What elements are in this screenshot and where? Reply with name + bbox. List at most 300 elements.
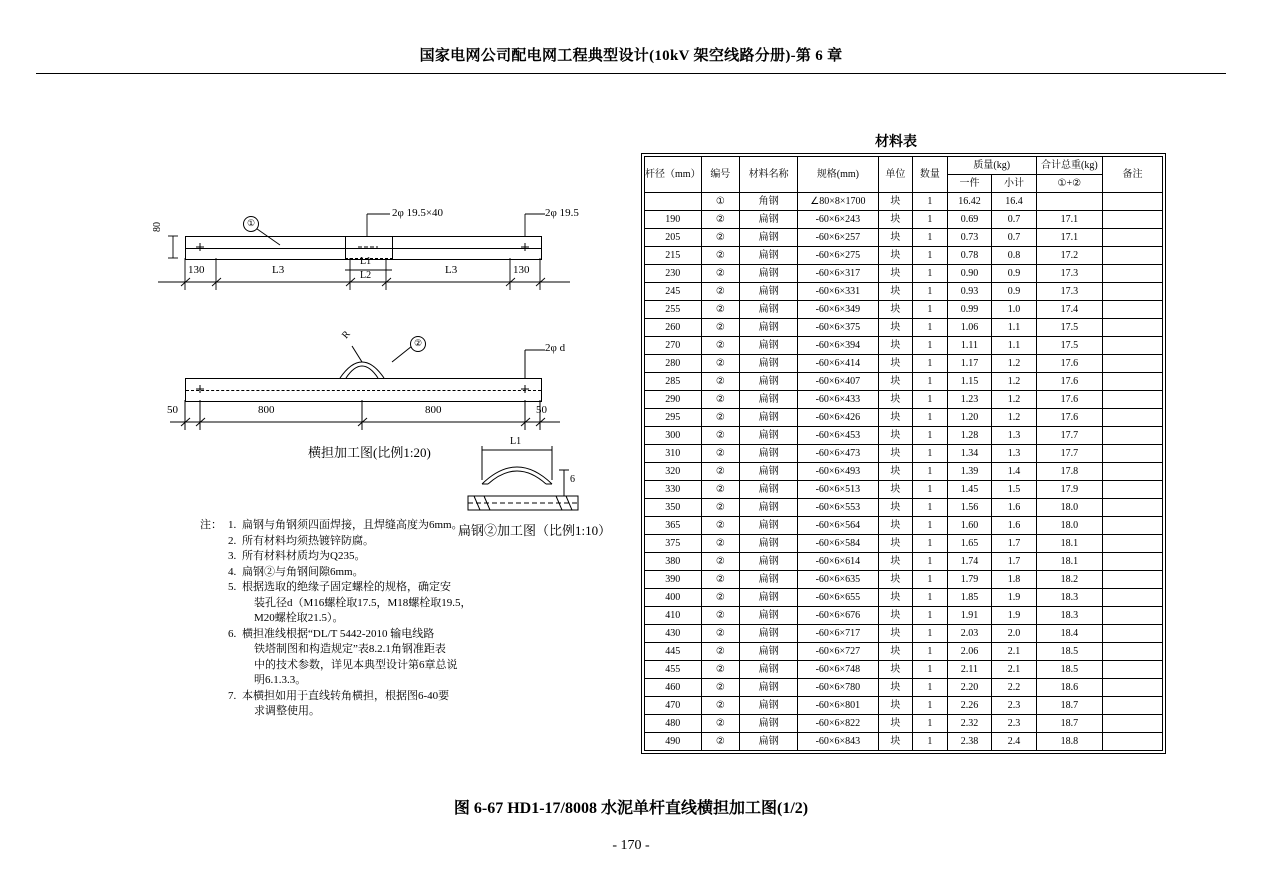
cell-total: 18.7 bbox=[1036, 697, 1102, 715]
cell-mass-each: 1.06 bbox=[947, 319, 992, 337]
table-row bbox=[645, 373, 1163, 391]
cell-unit: 块 bbox=[878, 427, 913, 445]
cell-material-name: 扁钢 bbox=[740, 337, 798, 355]
table-row bbox=[645, 283, 1163, 301]
note-item bbox=[228, 534, 490, 550]
cell-remark bbox=[1102, 625, 1162, 643]
cell-mass-sub: 1.2 bbox=[992, 409, 1036, 427]
cell-number: ② bbox=[701, 643, 739, 661]
cell-total: 18.2 bbox=[1036, 571, 1102, 589]
cell-mass-each: 2.26 bbox=[947, 697, 992, 715]
cell-number: ② bbox=[701, 517, 739, 535]
cell-qty: 1 bbox=[913, 391, 948, 409]
th-mass-sub: 小计 bbox=[992, 175, 1036, 193]
cell-spec: -60×6×257 bbox=[798, 229, 879, 247]
note-index: 2. bbox=[228, 534, 237, 547]
cell-mass-each: 1.56 bbox=[947, 499, 992, 517]
cell-mass-each: 16.42 bbox=[947, 193, 992, 211]
note-text: 横担准线根据“DL/T 5442-2010 输电线路 bbox=[242, 627, 435, 640]
cell-qty: 1 bbox=[913, 445, 948, 463]
view2-dim-50-right: 50 bbox=[536, 404, 547, 416]
cell-number: ② bbox=[701, 355, 739, 373]
material-table-head bbox=[645, 157, 1163, 193]
cell-spec: -60×6×553 bbox=[798, 499, 879, 517]
cell-mass-sub: 2.1 bbox=[992, 661, 1036, 679]
view1-dim-top-left: 2φ 19.5×40 bbox=[392, 207, 444, 219]
cell-total: 17.6 bbox=[1036, 373, 1102, 391]
cell-mass-each: 0.73 bbox=[947, 229, 992, 247]
cell-mass-sub: 1.1 bbox=[992, 319, 1036, 337]
view1-caption: 横担加工图(比例1:20) bbox=[308, 445, 431, 460]
cell-pole-dia: 260 bbox=[645, 319, 702, 337]
view2-dim-phi-d: 2φ d bbox=[545, 342, 566, 354]
cell-qty: 1 bbox=[913, 265, 948, 283]
cell-remark bbox=[1102, 679, 1162, 697]
cell-qty: 1 bbox=[913, 229, 948, 247]
cell-remark bbox=[1102, 445, 1162, 463]
cell-remark bbox=[1102, 733, 1162, 751]
table-row bbox=[645, 247, 1163, 265]
cell-unit: 块 bbox=[878, 229, 913, 247]
cell-total: 17.6 bbox=[1036, 391, 1102, 409]
cell-pole-dia: 380 bbox=[645, 553, 702, 571]
cell-mass-each: 2.38 bbox=[947, 733, 992, 751]
cell-pole-dia: 455 bbox=[645, 661, 702, 679]
cell-remark bbox=[1102, 355, 1162, 373]
cell-material-name: 扁钢 bbox=[740, 589, 798, 607]
cell-pole-dia: 445 bbox=[645, 643, 702, 661]
view2-caption: 扁钢②加工图（比例1:10） bbox=[458, 523, 612, 538]
cell-spec: -60×6×275 bbox=[798, 247, 879, 265]
cell-unit: 块 bbox=[878, 481, 913, 499]
cell-remark bbox=[1102, 337, 1162, 355]
cell-material-name: 扁钢 bbox=[740, 211, 798, 229]
cell-mass-each: 1.17 bbox=[947, 355, 992, 373]
cell-material-name: 扁钢 bbox=[740, 715, 798, 733]
cell-total: 18.5 bbox=[1036, 661, 1102, 679]
cell-spec: -60×6×780 bbox=[798, 679, 879, 697]
cell-total: 17.7 bbox=[1036, 427, 1102, 445]
table-row bbox=[645, 463, 1163, 481]
cell-remark bbox=[1102, 391, 1162, 409]
cell-mass-each: 1.23 bbox=[947, 391, 992, 409]
cell-unit: 块 bbox=[878, 535, 913, 553]
cell-mass-sub: 0.9 bbox=[992, 265, 1036, 283]
note-item bbox=[228, 580, 490, 596]
note-index: 4. bbox=[228, 565, 237, 578]
cell-mass-each: 2.03 bbox=[947, 625, 992, 643]
table-row bbox=[645, 337, 1163, 355]
cell-total: 17.9 bbox=[1036, 481, 1102, 499]
cell-mass-sub: 1.2 bbox=[992, 355, 1036, 373]
note-item bbox=[228, 549, 490, 565]
cell-qty: 1 bbox=[913, 553, 948, 571]
cell-unit: 块 bbox=[878, 193, 913, 211]
cell-pole-dia: 205 bbox=[645, 229, 702, 247]
cell-material-name: 扁钢 bbox=[740, 499, 798, 517]
note-text-cont: 铁塔制图和构造规定”表8.2.1角钢准距表 bbox=[254, 643, 446, 655]
cell-spec: -60×6×584 bbox=[798, 535, 879, 553]
cell-unit: 块 bbox=[878, 247, 913, 265]
cell-mass-each: 0.69 bbox=[947, 211, 992, 229]
cell-remark bbox=[1102, 607, 1162, 625]
cell-unit: 块 bbox=[878, 391, 913, 409]
cell-mass-sub: 1.8 bbox=[992, 571, 1036, 589]
cell-unit: 块 bbox=[878, 373, 913, 391]
header-divider bbox=[36, 73, 1226, 74]
note-text: 根据选取的绝缘子固定螺栓的规格，确定安 bbox=[242, 581, 451, 593]
cell-qty: 1 bbox=[913, 409, 948, 427]
cell-material-name: 扁钢 bbox=[740, 643, 798, 661]
cell-number: ② bbox=[701, 229, 739, 247]
cell-qty: 1 bbox=[913, 679, 948, 697]
cell-total: 17.4 bbox=[1036, 301, 1102, 319]
technical-drawing bbox=[40, 150, 620, 750]
cell-mass-each: 1.60 bbox=[947, 517, 992, 535]
cell-number: ② bbox=[701, 337, 739, 355]
cell-pole-dia: 400 bbox=[645, 589, 702, 607]
view1-dim-130-right: 130 bbox=[513, 264, 530, 276]
cell-mass-each: 1.65 bbox=[947, 535, 992, 553]
cell-number: ② bbox=[701, 697, 739, 715]
cell-unit: 块 bbox=[878, 283, 913, 301]
note-item bbox=[228, 689, 490, 705]
cell-mass-sub: 16.4 bbox=[992, 193, 1036, 211]
cell-spec: -60×6×513 bbox=[798, 481, 879, 499]
view1-dim-130-left: 130 bbox=[188, 264, 205, 276]
cell-spec: -60×6×717 bbox=[798, 625, 879, 643]
cell-remark bbox=[1102, 211, 1162, 229]
th-unit: 单位 bbox=[878, 157, 913, 193]
cell-mass-each: 2.11 bbox=[947, 661, 992, 679]
cell-mass-sub: 1.7 bbox=[992, 535, 1036, 553]
cell-pole-dia: 300 bbox=[645, 427, 702, 445]
detail-dim-L1: L1 bbox=[510, 436, 522, 447]
cell-remark bbox=[1102, 193, 1162, 211]
cell-mass-sub: 1.2 bbox=[992, 373, 1036, 391]
cell-material-name: 扁钢 bbox=[740, 607, 798, 625]
cell-qty: 1 bbox=[913, 733, 948, 751]
cell-unit: 块 bbox=[878, 679, 913, 697]
cell-spec: -60×6×727 bbox=[798, 643, 879, 661]
cell-number: ② bbox=[701, 679, 739, 697]
cell-number: ② bbox=[701, 553, 739, 571]
table-row bbox=[645, 355, 1163, 373]
table-row bbox=[645, 193, 1163, 211]
cell-mass-sub: 1.5 bbox=[992, 481, 1036, 499]
table-row bbox=[645, 517, 1163, 535]
cell-remark bbox=[1102, 247, 1162, 265]
view1-balloon-1: ① bbox=[243, 216, 259, 232]
cell-material-name: 扁钢 bbox=[740, 679, 798, 697]
cell-remark bbox=[1102, 409, 1162, 427]
cell-qty: 1 bbox=[913, 247, 948, 265]
table-row bbox=[645, 625, 1163, 643]
table-row bbox=[645, 607, 1163, 625]
cell-mass-sub: 1.1 bbox=[992, 337, 1036, 355]
cell-remark bbox=[1102, 697, 1162, 715]
cell-spec: -60×6×843 bbox=[798, 733, 879, 751]
view1-dim-L3-right: L3 bbox=[445, 264, 458, 276]
cell-qty: 1 bbox=[913, 283, 948, 301]
cell-total: 18.3 bbox=[1036, 589, 1102, 607]
th-total-group: 合计总重(kg) bbox=[1036, 157, 1102, 175]
cell-total: 17.5 bbox=[1036, 319, 1102, 337]
table-row bbox=[645, 481, 1163, 499]
cell-remark bbox=[1102, 517, 1162, 535]
table-row bbox=[645, 661, 1163, 679]
view2-dim-50-left: 50 bbox=[167, 404, 178, 416]
cell-qty: 1 bbox=[913, 193, 948, 211]
cell-spec: -60×6×822 bbox=[798, 715, 879, 733]
cell-spec: -60×6×564 bbox=[798, 517, 879, 535]
cell-qty: 1 bbox=[913, 697, 948, 715]
note-text-cont: 明6.1.3.3。 bbox=[254, 674, 307, 686]
cell-qty: 1 bbox=[913, 481, 948, 499]
cell-unit: 块 bbox=[878, 463, 913, 481]
th-material-name: 材料名称 bbox=[740, 157, 798, 193]
cell-mass-sub: 0.9 bbox=[992, 283, 1036, 301]
cell-mass-sub: 1.7 bbox=[992, 553, 1036, 571]
cell-total: 18.6 bbox=[1036, 679, 1102, 697]
table-row bbox=[645, 553, 1163, 571]
cell-spec: -60×6×375 bbox=[798, 319, 879, 337]
cell-material-name: 扁钢 bbox=[740, 697, 798, 715]
cell-total: 18.1 bbox=[1036, 535, 1102, 553]
cell-total: 17.1 bbox=[1036, 229, 1102, 247]
note-text: 扁钢与角钢须四面焊接，且焊缝高度为6mm。 bbox=[242, 519, 463, 531]
cell-unit: 块 bbox=[878, 697, 913, 715]
cell-total: 18.0 bbox=[1036, 517, 1102, 535]
cell-material-name: 扁钢 bbox=[740, 373, 798, 391]
material-table bbox=[644, 156, 1163, 751]
cell-pole-dia: 290 bbox=[645, 391, 702, 409]
cell-mass-sub: 0.7 bbox=[992, 211, 1036, 229]
cell-unit: 块 bbox=[878, 715, 913, 733]
cell-remark bbox=[1102, 715, 1162, 733]
cell-material-name: 扁钢 bbox=[740, 409, 798, 427]
table-row bbox=[645, 409, 1163, 427]
cell-total: 18.3 bbox=[1036, 607, 1102, 625]
cell-mass-each: 1.91 bbox=[947, 607, 992, 625]
cell-unit: 块 bbox=[878, 355, 913, 373]
cell-mass-sub: 0.7 bbox=[992, 229, 1036, 247]
cell-mass-sub: 1.3 bbox=[992, 427, 1036, 445]
cell-remark bbox=[1102, 499, 1162, 517]
th-number: 编号 bbox=[701, 157, 739, 193]
cell-mass-sub: 1.3 bbox=[992, 445, 1036, 463]
cell-material-name: 角钢 bbox=[740, 193, 798, 211]
table-header-row bbox=[645, 157, 1163, 175]
cell-material-name: 扁钢 bbox=[740, 535, 798, 553]
cell-number: ② bbox=[701, 535, 739, 553]
cell-pole-dia: 295 bbox=[645, 409, 702, 427]
cell-remark bbox=[1102, 553, 1162, 571]
cell-qty: 1 bbox=[913, 373, 948, 391]
cell-qty: 1 bbox=[913, 463, 948, 481]
cell-unit: 块 bbox=[878, 319, 913, 337]
cell-qty: 1 bbox=[913, 301, 948, 319]
cell-material-name: 扁钢 bbox=[740, 265, 798, 283]
drawing-notes bbox=[200, 518, 490, 720]
cell-spec: -60×6×394 bbox=[798, 337, 879, 355]
cell-spec: -60×6×453 bbox=[798, 427, 879, 445]
cell-unit: 块 bbox=[878, 337, 913, 355]
table-row bbox=[645, 301, 1163, 319]
cell-remark bbox=[1102, 589, 1162, 607]
cell-remark bbox=[1102, 643, 1162, 661]
table-row bbox=[645, 445, 1163, 463]
note-text: 扁钢②与角钢间隙6mm。 bbox=[242, 565, 364, 578]
note-index: 3. bbox=[228, 550, 237, 562]
cell-qty: 1 bbox=[913, 211, 948, 229]
cell-number: ② bbox=[701, 427, 739, 445]
cell-mass-sub: 1.4 bbox=[992, 463, 1036, 481]
cell-spec: -60×6×635 bbox=[798, 571, 879, 589]
cell-number: ② bbox=[701, 661, 739, 679]
table-row bbox=[645, 499, 1163, 517]
cell-pole-dia: 390 bbox=[645, 571, 702, 589]
view2-radius-label: R bbox=[340, 328, 353, 342]
cell-number: ② bbox=[701, 373, 739, 391]
cell-material-name: 扁钢 bbox=[740, 301, 798, 319]
cell-material-name: 扁钢 bbox=[740, 661, 798, 679]
th-qty: 数量 bbox=[913, 157, 948, 193]
table-row bbox=[645, 679, 1163, 697]
cell-number: ② bbox=[701, 463, 739, 481]
cell-number: ② bbox=[701, 499, 739, 517]
th-mass-group: 质量(kg) bbox=[947, 157, 1036, 175]
cell-spec: -60×6×243 bbox=[798, 211, 879, 229]
cell-pole-dia: 330 bbox=[645, 481, 702, 499]
cell-pole-dia: 365 bbox=[645, 517, 702, 535]
cell-remark bbox=[1102, 301, 1162, 319]
cell-total: 17.3 bbox=[1036, 283, 1102, 301]
detail-dim-6: 6 bbox=[570, 474, 575, 485]
cell-spec: ∠80×8×1700 bbox=[798, 193, 879, 211]
material-table-body bbox=[645, 193, 1163, 751]
cell-material-name: 扁钢 bbox=[740, 445, 798, 463]
cell-unit: 块 bbox=[878, 625, 913, 643]
cell-mass-sub: 2.1 bbox=[992, 643, 1036, 661]
note-item bbox=[228, 565, 490, 581]
cell-mass-sub: 1.2 bbox=[992, 391, 1036, 409]
cell-mass-each: 1.45 bbox=[947, 481, 992, 499]
cell-total: 17.2 bbox=[1036, 247, 1102, 265]
cell-qty: 1 bbox=[913, 589, 948, 607]
cell-unit: 块 bbox=[878, 643, 913, 661]
cell-number: ② bbox=[701, 319, 739, 337]
cell-spec: -60×6×317 bbox=[798, 265, 879, 283]
cell-mass-sub: 1.9 bbox=[992, 589, 1036, 607]
cell-mass-each: 1.85 bbox=[947, 589, 992, 607]
table-row bbox=[645, 211, 1163, 229]
table-row bbox=[645, 391, 1163, 409]
cell-mass-sub: 1.9 bbox=[992, 607, 1036, 625]
table-row bbox=[645, 319, 1163, 337]
cell-pole-dia: 460 bbox=[645, 679, 702, 697]
cell-qty: 1 bbox=[913, 427, 948, 445]
cell-material-name: 扁钢 bbox=[740, 391, 798, 409]
cell-spec: -60×6×349 bbox=[798, 301, 879, 319]
cell-total: 17.6 bbox=[1036, 409, 1102, 427]
cell-material-name: 扁钢 bbox=[740, 355, 798, 373]
cell-spec: -60×6×473 bbox=[798, 445, 879, 463]
cell-mass-each: 0.90 bbox=[947, 265, 992, 283]
cell-qty: 1 bbox=[913, 661, 948, 679]
cell-total: 17.3 bbox=[1036, 265, 1102, 283]
page-number: - 170 - bbox=[612, 838, 650, 853]
view2-dim-800-right: 800 bbox=[425, 404, 442, 416]
cell-unit: 块 bbox=[878, 517, 913, 535]
cell-unit: 块 bbox=[878, 589, 913, 607]
note-text-cont: 装孔径d（M16螺栓取17.5，M18螺栓取19.5， bbox=[254, 596, 472, 609]
note-item bbox=[228, 518, 490, 534]
cell-material-name: 扁钢 bbox=[740, 319, 798, 337]
cell-unit: 块 bbox=[878, 553, 913, 571]
cell-unit: 块 bbox=[878, 571, 913, 589]
cell-mass-each: 1.11 bbox=[947, 337, 992, 355]
cell-mass-each: 1.79 bbox=[947, 571, 992, 589]
note-text-cont: 中的技术参数，详见本典型设计第6章总说 bbox=[254, 658, 458, 671]
cell-qty: 1 bbox=[913, 499, 948, 517]
cell-remark bbox=[1102, 319, 1162, 337]
note-text-cont: 求调整使用。 bbox=[254, 705, 320, 717]
cell-mass-each: 1.74 bbox=[947, 553, 992, 571]
table-row bbox=[645, 265, 1163, 283]
cell-qty: 1 bbox=[913, 625, 948, 643]
cell-material-name: 扁钢 bbox=[740, 625, 798, 643]
table-row bbox=[645, 697, 1163, 715]
cell-total: 17.7 bbox=[1036, 445, 1102, 463]
cell-number: ② bbox=[701, 589, 739, 607]
cell-pole-dia: 270 bbox=[645, 337, 702, 355]
cell-pole-dia: 285 bbox=[645, 373, 702, 391]
cell-remark bbox=[1102, 427, 1162, 445]
view2-dim-800-left: 800 bbox=[258, 404, 275, 416]
cell-unit: 块 bbox=[878, 499, 913, 517]
note-item bbox=[228, 627, 490, 643]
view2-center-line bbox=[186, 390, 541, 391]
cell-pole-dia: 320 bbox=[645, 463, 702, 481]
view2-balloon-2: ② bbox=[410, 336, 426, 352]
th-total-sub: ①+② bbox=[1036, 175, 1102, 193]
cell-pole-dia: 470 bbox=[645, 697, 702, 715]
cell-material-name: 扁钢 bbox=[740, 229, 798, 247]
cell-total: 17.8 bbox=[1036, 463, 1102, 481]
cell-spec: -60×6×655 bbox=[798, 589, 879, 607]
cell-pole-dia: 375 bbox=[645, 535, 702, 553]
cell-number: ② bbox=[701, 607, 739, 625]
cell-unit: 块 bbox=[878, 409, 913, 427]
note-index: 6. bbox=[228, 627, 237, 640]
cell-pole-dia: 280 bbox=[645, 355, 702, 373]
cell-unit: 块 bbox=[878, 301, 913, 319]
cell-number: ② bbox=[701, 625, 739, 643]
cell-number: ② bbox=[701, 391, 739, 409]
table-row bbox=[645, 589, 1163, 607]
material-table-title: 材料表 bbox=[875, 135, 917, 150]
note-text: 本横担如用于直线转角横担，根据图6-40要 bbox=[242, 689, 450, 702]
cell-pole-dia: 350 bbox=[645, 499, 702, 517]
cell-number: ② bbox=[701, 733, 739, 751]
cell-total: 18.5 bbox=[1036, 643, 1102, 661]
cell-total: 18.0 bbox=[1036, 499, 1102, 517]
cell-mass-each: 1.28 bbox=[947, 427, 992, 445]
view1-dim-top-right: 2φ 19.5 bbox=[545, 207, 579, 219]
cell-remark bbox=[1102, 661, 1162, 679]
cell-material-name: 扁钢 bbox=[740, 463, 798, 481]
